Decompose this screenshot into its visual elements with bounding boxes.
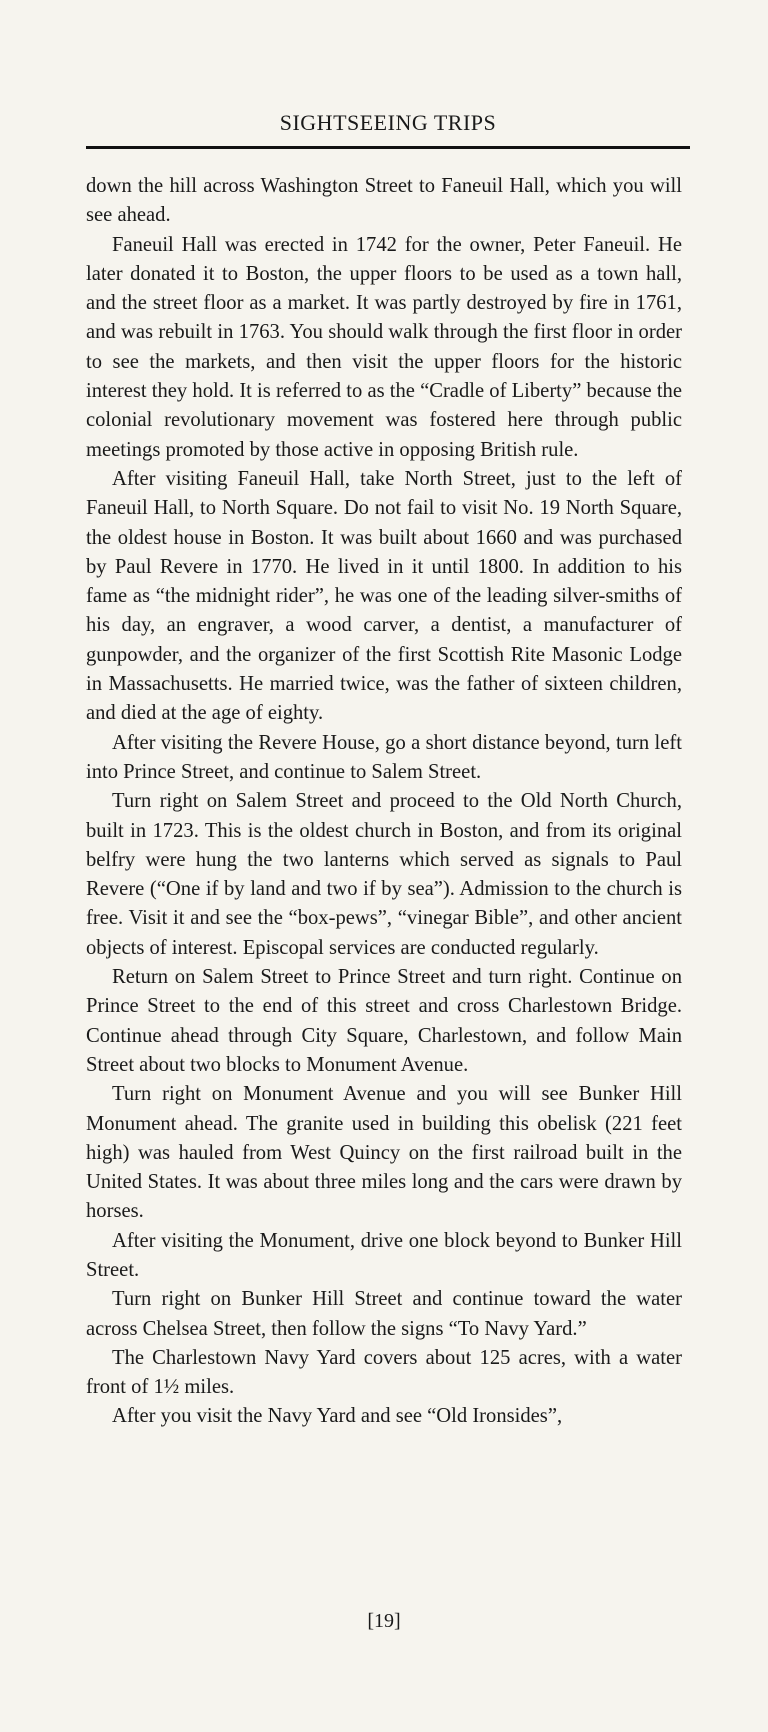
paragraph-faneuil-hall: Faneuil Hall was erected in 1742 for the owner, Peter Faneuil. He later donated it to Boston, the upper floors to be used as a town hall, and the street floor as a market. It was partly destroyed by fire in 1761, and was rebuilt in 1763. You should walk through the first floor in order to see the markets, and then visit the upper floors for the historic interest they hold. It is referred to as the “Cradle of Liberty” because the colonial revolutionary movement was fostered here through public meetings promoted by those active in opposing British rule.: [86, 233, 682, 461]
paragraph-continuation: down the hill across Washington Street to Faneuil Hall, which you will see ahead.: [86, 175, 682, 227]
paragraph-navy-yard-directions: Turn right on Bunker Hill Street and continue toward the water across Chelsea Street, then follow the signs “To Navy Yard.”: [86, 1288, 682, 1340]
paragraph-old-ironsides: After you visit the Navy Yard and see “Old Ironsides”,: [112, 1405, 563, 1428]
running-header: SIGHTSEEING TRIPS: [279, 110, 497, 135]
paragraph-old-north-church: Turn right on Salem Street and proceed to the Old North Church, built in 1723. This is the oldest church in Boston, and from its original belfry were hung the two lanterns which served as signals to Paul Revere (“One if by land and two if by sea”). Admission to the church is free. Visit it and see the “box-pews”, “vinegar Bible”, and other ancient objects of interest. Episcopal services are conducted regularly.: [86, 790, 682, 959]
paragraph-north-square: After visiting Faneuil Hall, take North Street, just to the left of Faneuil Hall, to North Square. Do not fail to visit No. 19 North Square, the oldest house in Boston. It was built about 1660 and was purchased by Paul Revere in 1770. He lived in it until 1800. In addition to his fame as “the midnight rider”, he was one of the leading silver-smiths of his day, an engraver, a wood carver, a dentist, a manufacturer of gunpowder, and the organizer of the first Scottish Rite Masonic Lodge in Massachusetts. He married twice, was the father of sixteen children, and died at the age of eighty.: [86, 467, 682, 725]
header-rule: [86, 146, 690, 149]
paragraph-bunker-hill-street: After visiting the Monument, drive one block beyond to Bunker Hill Street.: [86, 1229, 682, 1281]
page-number: [19]: [367, 1610, 401, 1632]
paragraph-navy-yard: The Charlestown Navy Yard covers about 125 acres, with a water front of 1½ miles.: [86, 1346, 682, 1399]
paragraph-bunker-hill-monument: Turn right on Monument Avenue and you will see Bunker Hill Monument ahead. The granite used in building this obelisk (221 feet high) was hauled from West Quincy on the first railroad built in the United States. It was about three miles long and the cars were drawn by horses.: [86, 1083, 682, 1223]
paragraph-revere-house: After visiting the Revere House, go a short distance beyond, turn left into Prince Street, and continue to Salem Street.: [86, 731, 682, 783]
paragraph-charlestown-bridge: Return on Salem Street to Prince Street and turn right. Continue on Prince Street to the end of this street and cross Charlestown Bridge. Continue ahead through City Square, Charlestown, and follow Main Street about two blocks to Monument Avenue.: [86, 966, 682, 1076]
body-text: [86, 172, 682, 1432]
